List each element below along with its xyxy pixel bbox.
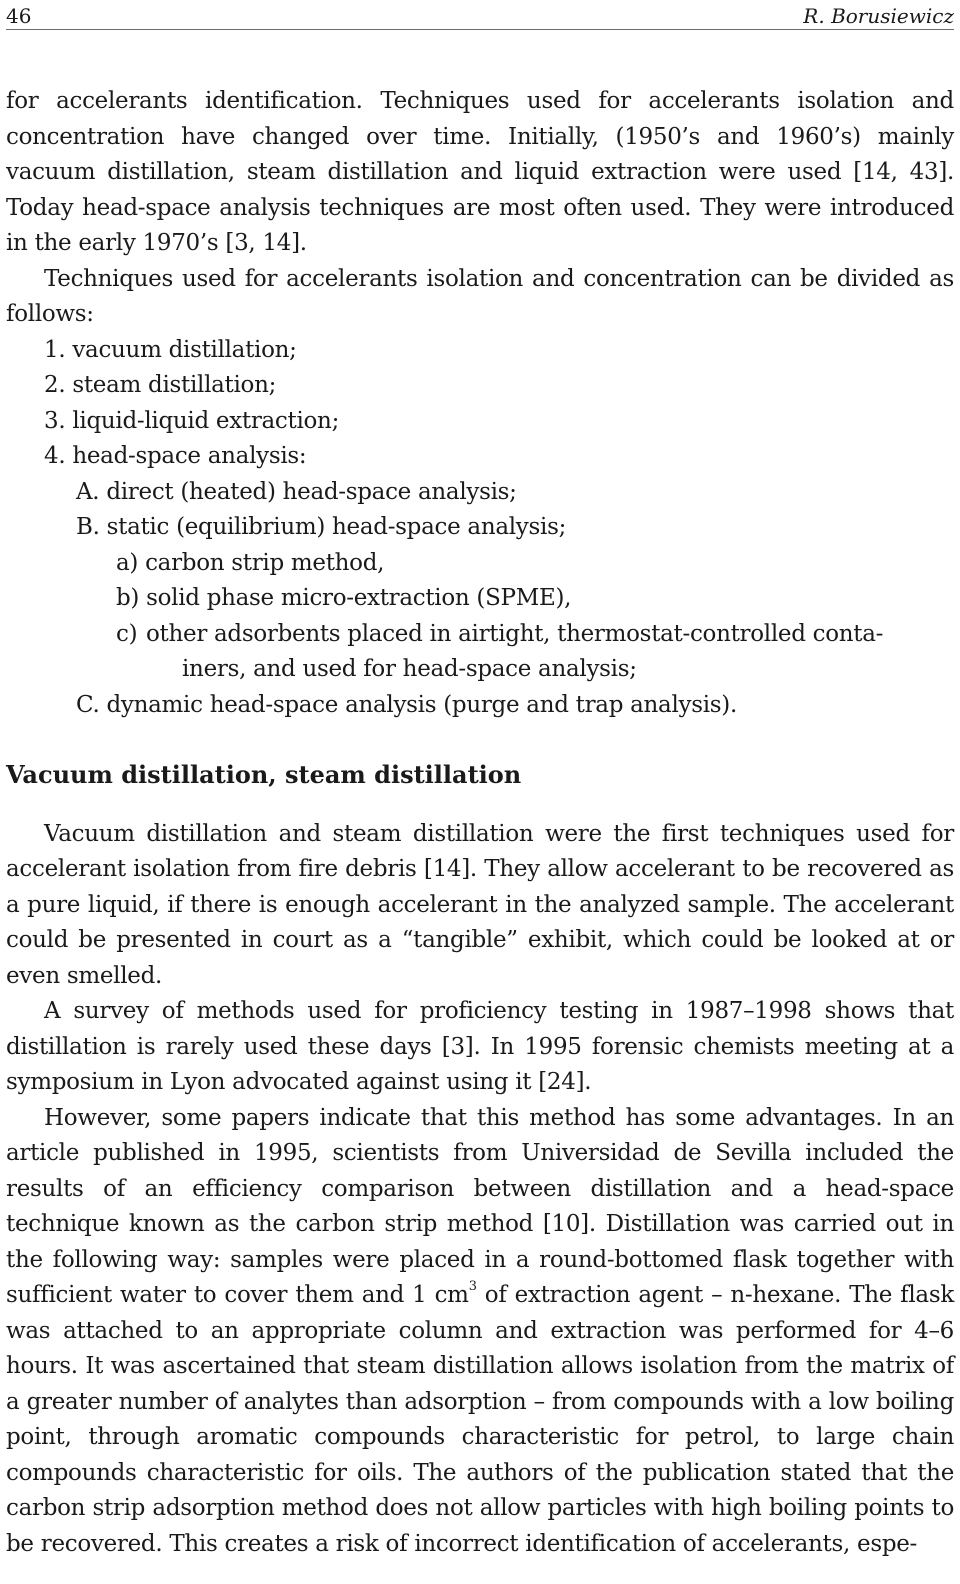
superscript: 3	[468, 1279, 477, 1294]
running-header	[6, 0, 954, 30]
sublist-item: C. dynamic head-space analysis (purge and trap analysis).	[76, 691, 737, 718]
sublist-item: B. static (equilibrium) head-space analysis;	[76, 514, 567, 540]
subsublist-line: other adsorbents placed in airtight, thermostat-controlled conta-	[146, 620, 884, 647]
page-number: 46	[6, 4, 32, 28]
sublist-item: A. direct (heated) head-space analysis;	[76, 478, 517, 505]
section-paragraph-2: A survey of methods used for proficiency testing in 1987–1998 shows that distillation is rarely used these days [3]. In 1995 forensic chemists meeting at a symposium in Lyon advocated against using it [24].	[6, 998, 954, 1095]
list-item: 2. steam distillation;	[44, 372, 277, 398]
list-item: 1. vacuum distillation;	[44, 336, 297, 363]
intro-paragraph-1: for accelerants identification. Techniques used for accelerants isolation and concentration have changed over time. Initially, (1950’s and 1960’s) mainly vacuum distillation, steam distillation and liquid extraction were used [14, 43]. Today head-space analysis techniques are most often used. They were introduced in the early 1970’s [3, 14].	[6, 88, 954, 256]
list-item: 4. head-space analysis:	[44, 443, 307, 469]
subsublist-item	[6, 617, 954, 688]
subsublist-item: a) carbon strip method,	[116, 549, 385, 576]
subsublist-line: iners, and used for head-space analysis;	[182, 656, 637, 682]
subsublist-label: c)	[116, 620, 138, 647]
body-text	[6, 84, 954, 1562]
section-paragraph-1: Vacuum distillation and steam distillation were the first techniques used for accelerant isolation from fire debris [14]. They allow accelerant to be recovered as a pure liquid, if there is enough accelerant in the analyzed sample. The accelerant could be presented in court as a “tangible” exhibit, which could be looked at or even smelled.	[6, 820, 954, 989]
paragraph-text: However, some papers indicate that this method has some advantages. In an article published in 1995, scientists from Universidad de Sevilla included the results of an efficiency comparison between distillation and a head-space technique known as the carbon strip method [10]. Distillation was carried out in the following way: samples were placed in a round-bottomed flask together with sufficient water to cover them and 1 cm	[6, 1104, 954, 1308]
intro-paragraph-2: Techniques used for accelerants isolation and concentration can be divided as follows:	[6, 265, 954, 327]
section-heading: Vacuum distillation, steam distillation	[6, 760, 522, 789]
technique-list	[6, 333, 954, 724]
running-author: R. Borusiewicz	[803, 4, 954, 28]
subsublist-body	[146, 617, 883, 688]
list-item: 3. liquid-liquid extraction;	[44, 407, 340, 434]
subsublist-item: b) solid phase micro-extraction (SPME),	[116, 585, 572, 611]
section-paragraph-3	[6, 1101, 954, 1563]
paragraph-text: of extraction agent – n-hexane. The flask was attached to an appropriate column and extraction was performed for 4–6 hours. It was ascertained that steam distillation allows isolation from the matrix of a greater number of analytes than adsorption – from compounds with a low boiling point, through aromatic compounds characteristic for petrol, to large chain compounds characteristic for oils. The authors of the publication stated that the carbon strip adsorption method does not allow particles with high boiling points to be recovered. This creates a risk of incorrect identification of accelerants, espe-	[6, 1282, 954, 1557]
